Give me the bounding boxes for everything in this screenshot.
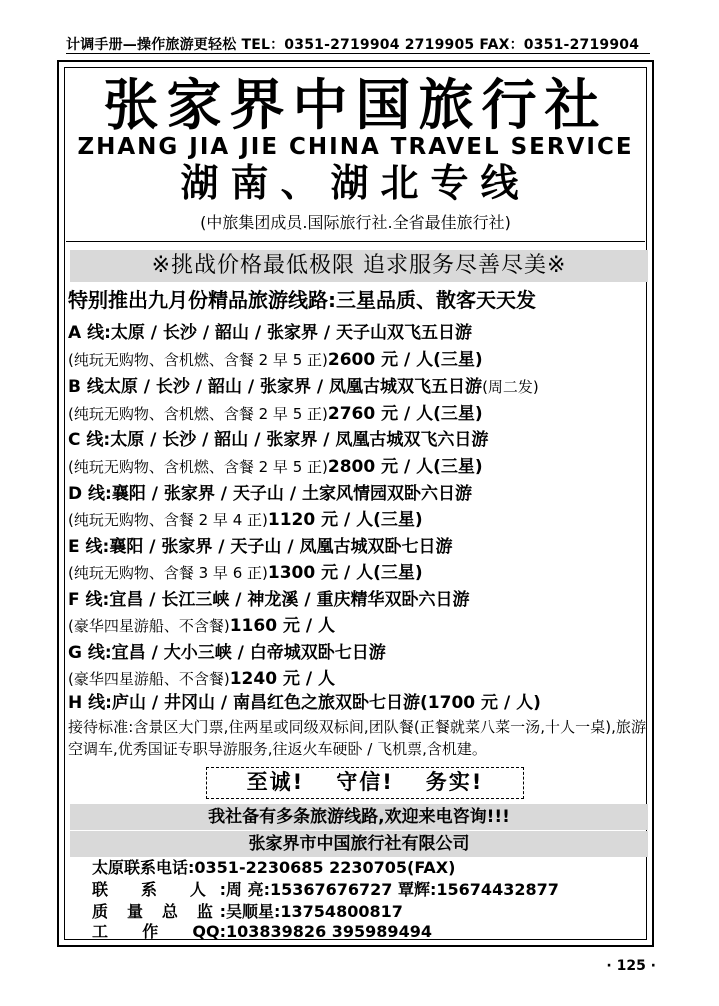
consult-band: 我社备有多条旅游线路,欢迎来电咨询!!! bbox=[70, 804, 648, 830]
route-b-detail: (纯玩无购物、含机燃、含餐 2 早 5 正)2760 元 / 人(三星) bbox=[68, 404, 483, 424]
route-e-detail: (纯玩无购物、含餐 3 早 6 正)1300 元 / 人(三星) bbox=[68, 563, 423, 583]
agency-title-en: ZHANG JIA JIE CHINA TRAVEL SERVICE bbox=[77, 134, 634, 160]
motto-trust: 守信! bbox=[336, 770, 394, 794]
route-f-detail: (豪华四星游船、不含餐)1160 元 / 人 bbox=[68, 616, 335, 636]
slogan-band: ※挑战价格最低极限 追求服务尽善尽美※ bbox=[70, 250, 648, 282]
page-number: · 125 · bbox=[606, 958, 656, 974]
contact-row-phone: 太原联系电话:0351-2230685 2230705(FAX) bbox=[92, 858, 456, 877]
header-rule bbox=[66, 53, 650, 54]
route-e-line: E 线:襄阳 / 张家界 / 天子山 / 凤凰古城双卧七日游 bbox=[68, 537, 453, 557]
route-g-detail: (豪华四星游船、不含餐)1240 元 / 人 bbox=[68, 669, 335, 689]
route-b-line: B 线太原 / 长沙 / 韶山 / 张家界 / 凤凰古城双飞五日游(周二发) bbox=[68, 377, 539, 397]
route-g-line: G 线:宜昌 / 大小三峡 / 白帝城双卧七日游 bbox=[68, 643, 386, 663]
running-header: 计调手册—操作旅游更轻松 TEL：0351-2719904 2719905 FAX：0351-2719904 bbox=[66, 37, 640, 53]
route-title: 湖南、湖北专线 bbox=[180, 161, 531, 205]
service-standard: 接待标准:含景区大门票,住两星或同级双标间,团队餐(正餐就菜八菜一汤,十人一桌),旅游空调车,优秀国证专职导游服务,往返火车硬卧 / 飞机票,含机建。 bbox=[68, 718, 646, 758]
special-offer: 特别推出九月份精品旅游线路:三星品质、散客天天发 bbox=[68, 288, 536, 312]
route-c-line: C 线:太原 / 长沙 / 韶山 / 张家界 / 凤凰古城双飞六日游 bbox=[68, 430, 489, 450]
motto-box bbox=[206, 767, 524, 799]
route-h-line: H 线:庐山 / 井冈山 / 南昌红色之旅双卧七日游(1700 元 / 人) bbox=[68, 693, 541, 713]
motto-practical: 务实! bbox=[425, 770, 484, 794]
contact-row-qq: 工 作 QQ:103839826 395989494 bbox=[92, 922, 432, 941]
route-d-detail: (纯玩无购物、含餐 2 早 4 正)1120 元 / 人(三星) bbox=[68, 510, 423, 530]
route-f-line: F 线:宜昌 / 长江三峡 / 神龙溪 / 重庆精华双卧六日游 bbox=[68, 590, 470, 610]
contact-row-person: 联 系 人:周 亮:15367676727 覃辉:15674432877 bbox=[92, 880, 559, 899]
contact-row-quality: 质 量 总 监:吴顺星:13754800817 bbox=[92, 902, 403, 921]
route-d-line: D 线:襄阳 / 张家界 / 天子山 / 土家风情园双卧六日游 bbox=[68, 484, 472, 504]
route-a-detail: (纯玩无购物、含机燃、含餐 2 早 5 正)2600 元 / 人(三星) bbox=[68, 350, 483, 370]
company-band: 张家界市中国旅行社有限公司 bbox=[70, 831, 648, 857]
route-c-detail: (纯玩无购物、含机燃、含餐 2 早 5 正)2800 元 / 人(三星) bbox=[68, 457, 483, 477]
agency-title: 张家界中国旅行社 bbox=[103, 73, 608, 137]
header-separator bbox=[66, 241, 645, 242]
motto-sincerity: 至诚! bbox=[246, 770, 305, 794]
route-a-line: A 线:太原 / 长沙 / 韶山 / 张家界 / 天子山双飞五日游 bbox=[68, 323, 473, 343]
membership-note: (中旅集团成员.国际旅行社.全省最佳旅行社) bbox=[200, 213, 511, 232]
